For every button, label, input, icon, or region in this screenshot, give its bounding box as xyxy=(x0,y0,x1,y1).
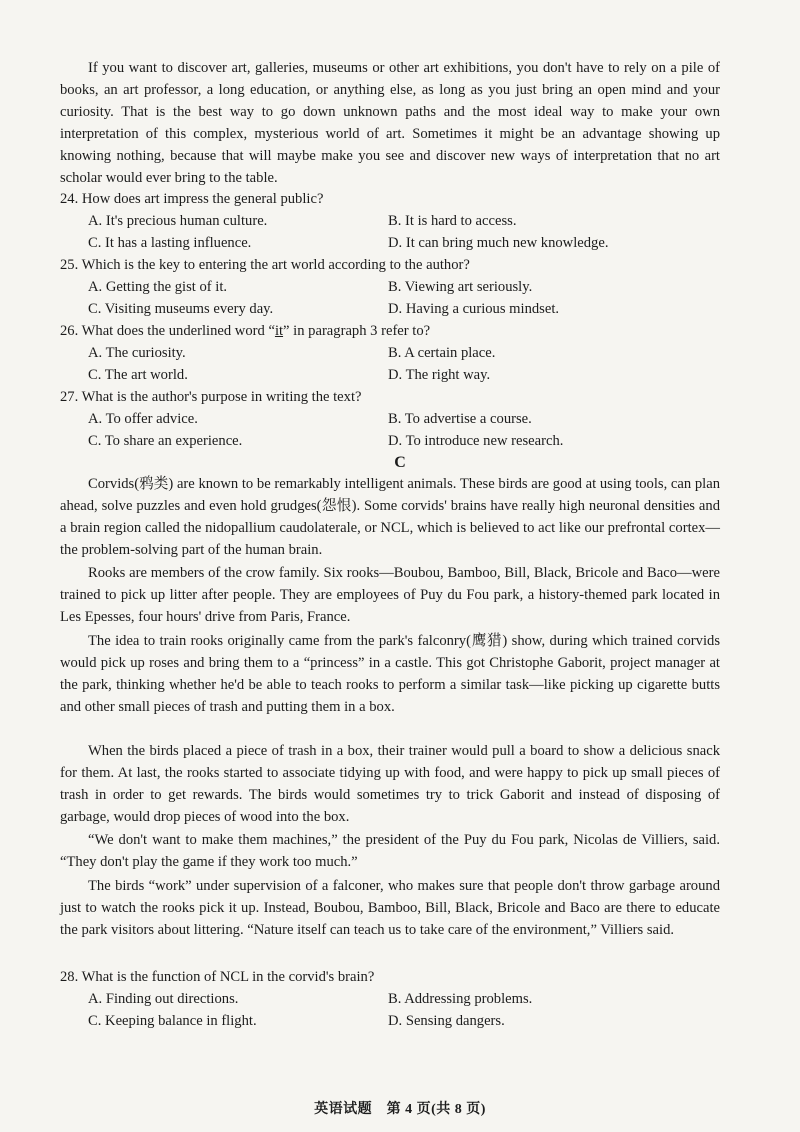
option-grid xyxy=(88,988,740,1032)
option-grid xyxy=(88,276,740,320)
question-28 xyxy=(60,966,740,1032)
stem-prefix: 26. What does the underlined word “ xyxy=(60,323,275,339)
option-d: D. It can bring much new knowledge. xyxy=(388,235,609,251)
passage-c-paragraph-5: “We don't want to make them machines,” the president of the Puy du Fou park, Nicolas de Villiers, said. “They don't play the game if they work too much.” xyxy=(60,832,720,870)
option-a: A. The curiosity. xyxy=(88,345,186,361)
option-d: D. Sensing dangers. xyxy=(388,1013,505,1029)
option-b: B. It is hard to access. xyxy=(388,213,517,229)
option-d: D. The right way. xyxy=(388,367,491,383)
stem-suffix: ” in paragraph 3 refer to? xyxy=(283,323,431,339)
option-a: A. It's precious human culture. xyxy=(88,213,268,229)
question-stem: 28. What is the function of NCL in the corvid's brain? xyxy=(60,969,375,985)
option-d: D. Having a curious mindset. xyxy=(388,301,560,317)
option-a: A. Finding out directions. xyxy=(88,991,239,1007)
section-c-heading: C xyxy=(394,454,406,471)
page-footer: 英语试题 第 4 页(共 8 页) xyxy=(314,1102,486,1117)
question-stem: 25. Which is the key to entering the art world according to the author? xyxy=(60,257,470,273)
option-c: C. Visiting museums every day. xyxy=(88,301,274,317)
question-stem: 27. What is the author's purpose in writing the text? xyxy=(60,389,362,405)
question-stem: 24. How does art impress the general public? xyxy=(60,191,324,207)
option-grid xyxy=(88,342,740,386)
option-b: B. To advertise a course. xyxy=(388,411,532,427)
passage-c-paragraph-2: Rooks are members of the crow family. Six rooks—Boubou, Bamboo, Bill, Black, Bricole and Baco—were trained to pick up litter after people. They are employees of Puy du Fou park, a history-themed park located in Les Epesses, four hours' drive from Paris, France. xyxy=(60,565,720,625)
question-27 xyxy=(60,386,740,452)
option-a: A. To offer advice. xyxy=(88,411,198,427)
option-c: C. It has a lasting influence. xyxy=(88,235,252,251)
passage-c-paragraph-1: Corvids(鸦类) are known to be remarkably intelligent animals. These birds are good at using tools, can plan ahead, solve puzzles and even hold grudges(怨恨). Some corvids' brains have really high neuronal densities and a brain region called the nidopallium caudolaterale, or NCL, which is believed to act like our prefrontal cortex—the problem-solving part of the human brain. xyxy=(60,476,720,558)
passage-c-paragraph-4: When the birds placed a piece of trash in a box, their trainer would pull a board to show a delicious snack for them. At last, the rooks started to associate tidying up with food, and were happy to pick up small pieces of trash in order to get rewards. The birds would sometimes try to trick Gaborit and instead of disposing of garbage, would drop pieces of wood into the box. xyxy=(60,743,720,825)
option-c: C. Keeping balance in flight. xyxy=(88,1013,257,1029)
option-grid xyxy=(88,408,740,452)
underlined-word: it xyxy=(274,323,284,339)
option-grid xyxy=(88,210,740,254)
question-26 xyxy=(60,320,740,386)
passage-c-paragraph-6: The birds “work” under supervision of a falconer, who makes sure that people don't throw garbage around just to watch the rooks pick it up. Instead, Boubou, Bamboo, Bill, Black, Bricole and Baco are there to educate the park visitors about littering. “Nature itself can teach us to take care of the environment,” Villiers said. xyxy=(60,878,720,938)
passage-c-paragraph-3: The idea to train rooks originally came from the park's falconry(鹰猎) show, during which trained corvids would pick up roses and bring them to a “princess” in a castle. This got Christophe Gaborit, project manager at the park, thinking whether he'd be able to teach rooks to perform a similar task—like picking up cigarette butts and other small pieces of trash and putting them in a box. xyxy=(60,633,720,715)
option-b: B. Addressing problems. xyxy=(388,991,533,1007)
option-c: C. The art world. xyxy=(88,367,188,383)
passage-b-paragraph: If you want to discover art, galleries, museums or other art exhibitions, you don't have to rely on a pile of books, an art professor, a long education, or anything else, as long as you just bring an open mind and your curiosity. That is the best way to go down unknown paths and the most ideal way to make your own interpretation of this complex, mysterious world of art. Sometimes it might be an advantage showing up knowing nothing, because that will maybe make you see and discover new ways of interpretation that no art scholar would ever bring to the table. xyxy=(60,60,720,186)
option-d: D. To introduce new research. xyxy=(388,433,564,449)
option-a: A. Getting the gist of it. xyxy=(88,279,228,295)
question-stem xyxy=(60,320,740,342)
option-c: C. To share an experience. xyxy=(88,433,243,449)
question-24 xyxy=(60,188,740,254)
option-b: B. Viewing art seriously. xyxy=(388,279,533,295)
question-25 xyxy=(60,254,740,320)
option-b: B. A certain place. xyxy=(388,345,496,361)
